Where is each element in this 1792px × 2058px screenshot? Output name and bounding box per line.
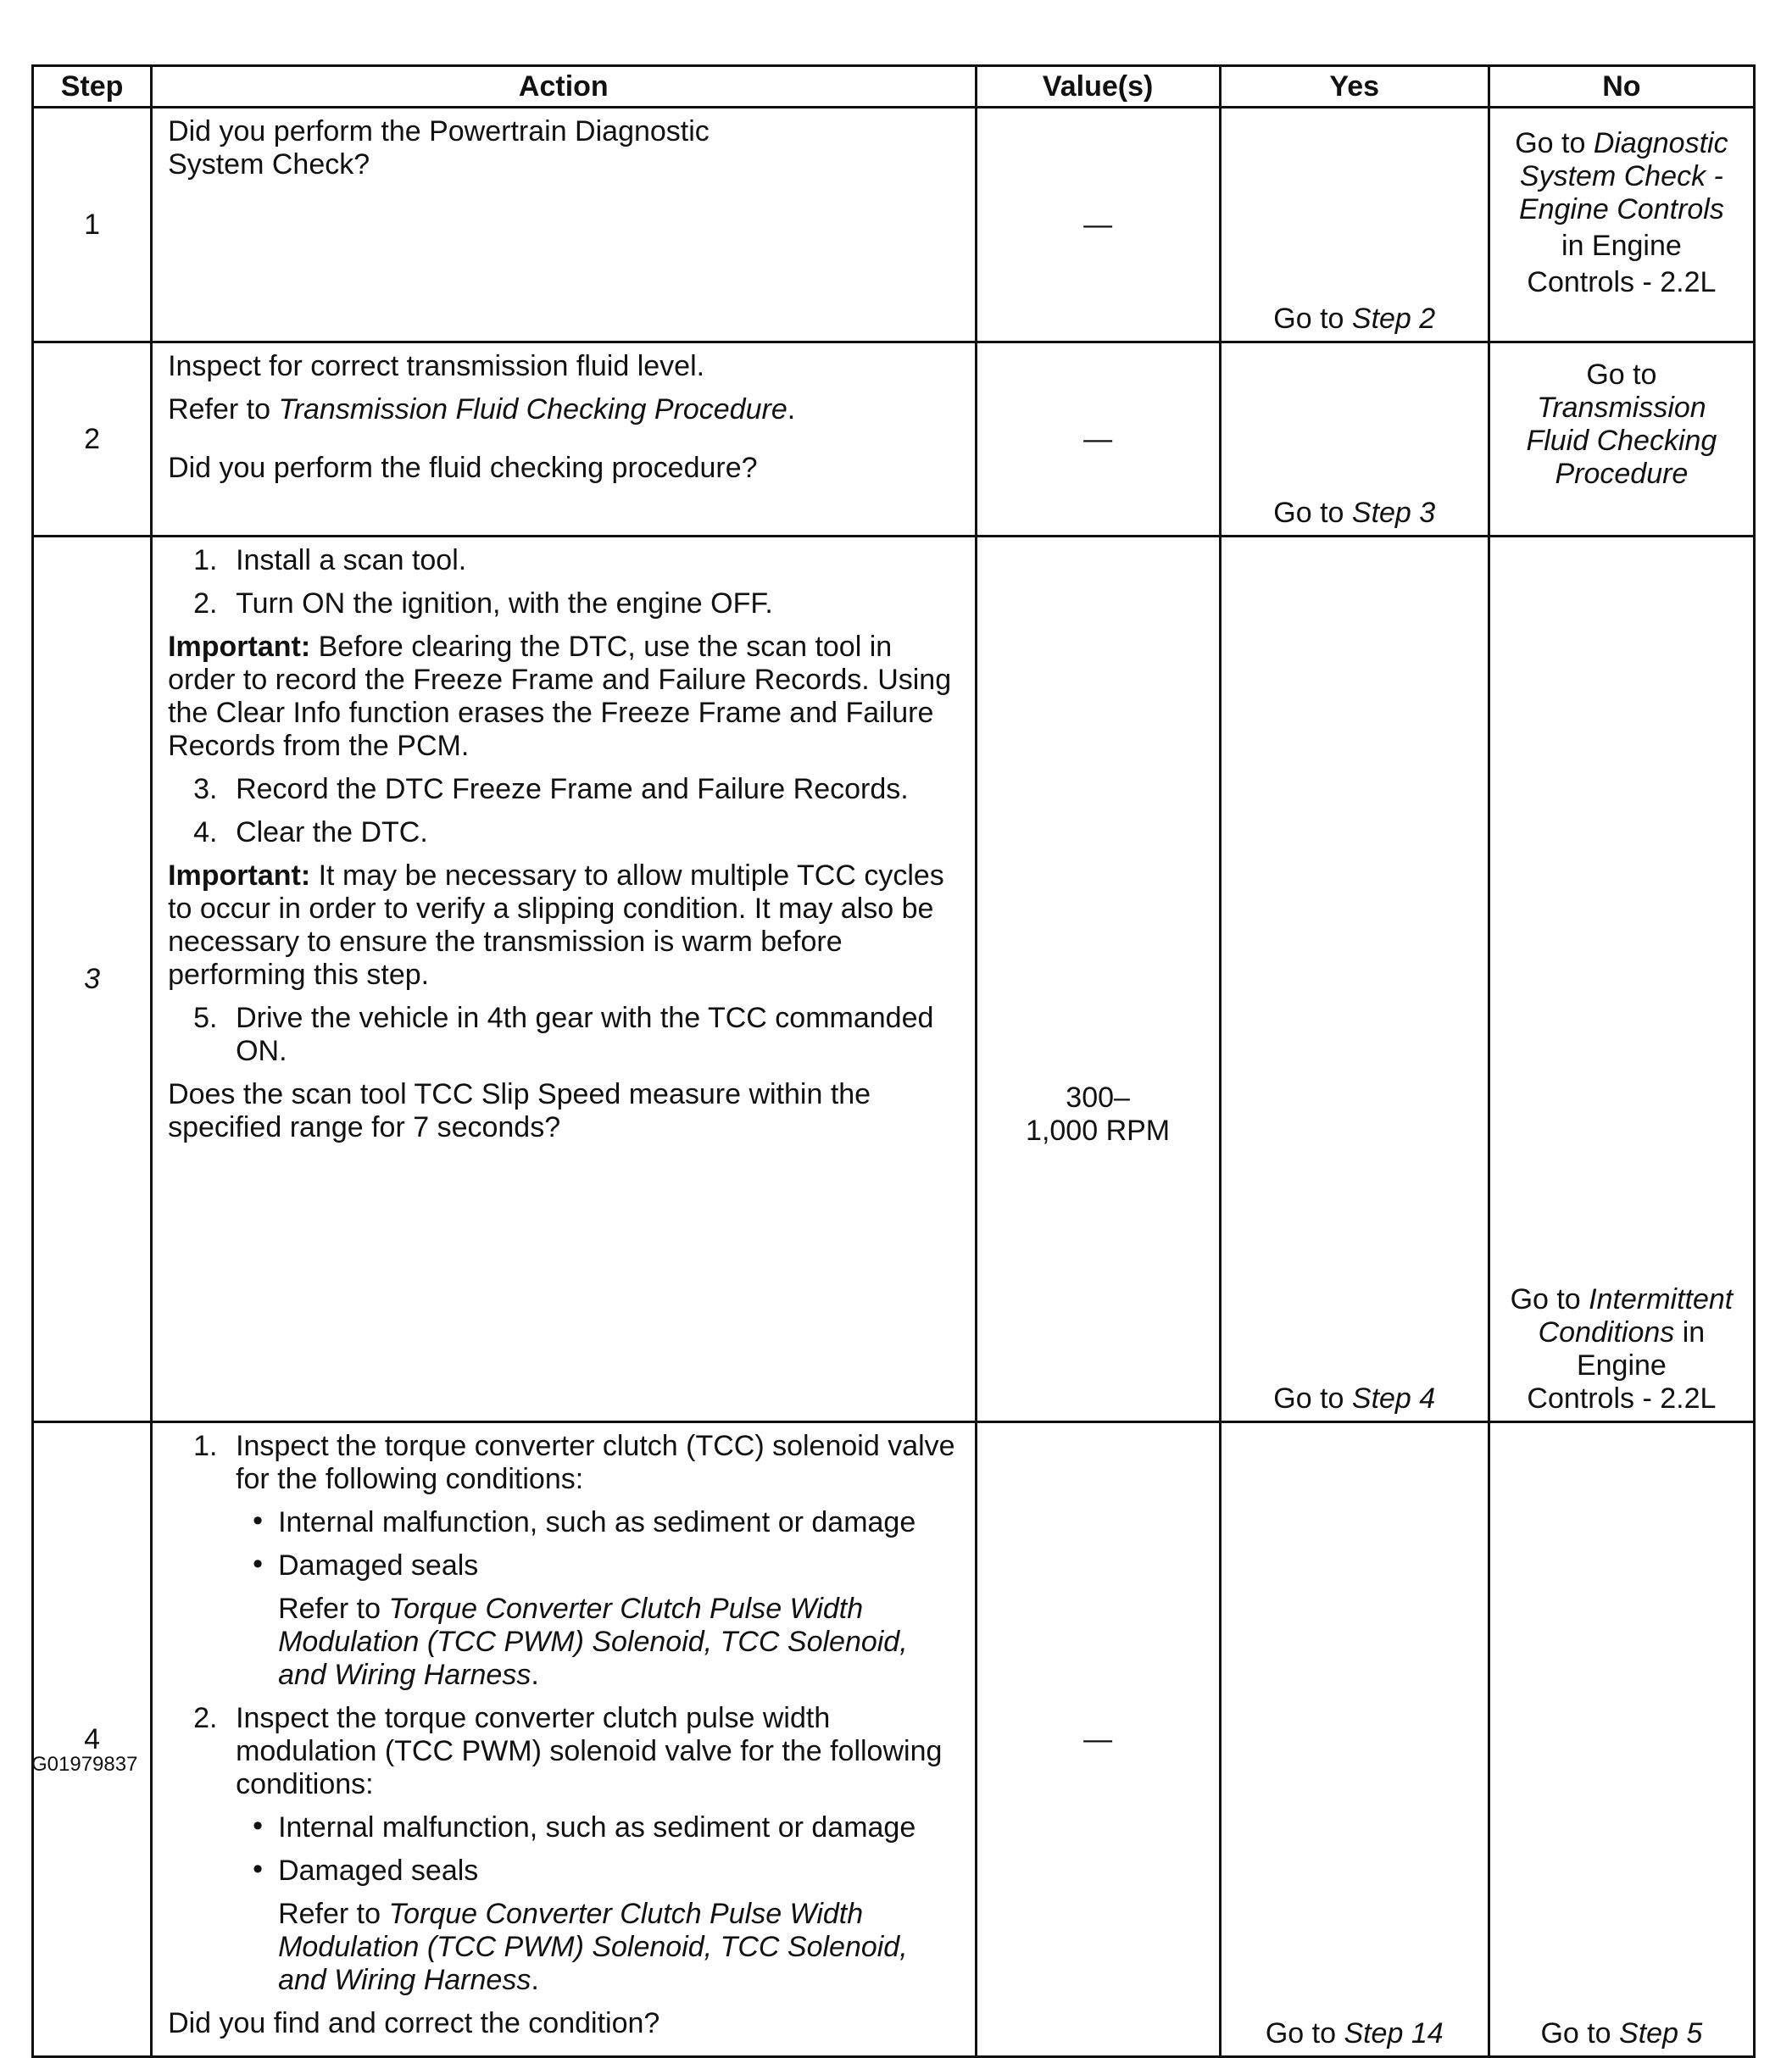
list-number: 2. — [193, 1702, 218, 1734]
list-number: 3. — [193, 773, 218, 805]
header-no: No — [1489, 66, 1754, 108]
list-item: Drive the vehicle in 4th gear with the TCC commanded ON. — [236, 1002, 934, 1067]
refer-suffix: . — [787, 393, 796, 426]
figure-id: G01979837 — [31, 1753, 138, 1776]
bullet-icon: • — [253, 1548, 263, 1580]
header-row — [33, 66, 1755, 108]
refer-suffix: . — [531, 1659, 539, 1691]
list-item: Clear the DTC. — [236, 816, 428, 848]
bullet-icon: • — [253, 1810, 263, 1842]
header-step: Step — [33, 66, 152, 108]
no-link[interactable]: Fluid Checking — [1526, 425, 1717, 457]
action-question: Does the scan tool TCC Slip Speed measure within the specified range for 7 seconds? — [168, 1078, 871, 1143]
bullet-item: Internal malfunction, such as sediment or damage — [278, 1506, 916, 1538]
action-question: Did you find and correct the condition? — [168, 2007, 660, 2039]
action-question: Did you perform the fluid checking procedure? — [168, 452, 758, 484]
no-link[interactable]: Procedure — [1555, 458, 1689, 490]
yes-prefix: Go to — [1273, 497, 1352, 529]
yes-cell — [1220, 342, 1489, 537]
list-number: 4. — [193, 816, 218, 848]
refer-prefix: Refer to — [278, 1898, 389, 1930]
refer-suffix: . — [531, 1964, 539, 1996]
important-text: It may be necessary to allow multiple TCC cycles to occur in order to verify a slipping condition. It may also be necessary to ensure the transmission is warm before performing this step. — [168, 859, 944, 991]
refer-link[interactable]: Torque Converter Clutch Pulse Width Modulation (TCC PWM) Solenoid, TCC Solenoid, and Wiring Harness — [278, 1593, 908, 1691]
no-cell — [1489, 108, 1754, 342]
no-prefix: Go to — [1540, 2017, 1620, 2050]
no-cell — [1489, 1422, 1754, 2057]
bullet-icon: • — [253, 1853, 263, 1885]
value-cell — [976, 537, 1220, 1422]
no-suffix: Controls - 2.2L — [1527, 1382, 1717, 1415]
bullet-item: Internal malfunction, such as sediment or damage — [278, 1811, 916, 1844]
value-text: 1,000 RPM — [1026, 1115, 1171, 1147]
list-number: 1. — [193, 1430, 218, 1462]
list-item: Inspect the torque converter clutch pulse width modulation (TCC PWM) solenoid valve for the following conditions: — [236, 1702, 943, 1800]
action-cell — [152, 108, 976, 342]
no-link[interactable]: Intermittent — [1589, 1283, 1734, 1315]
no-suffix: in — [1674, 1316, 1706, 1349]
action-cell — [152, 342, 976, 537]
list-item: Install a scan tool. — [236, 544, 467, 576]
no-link[interactable]: Engine Controls — [1518, 193, 1724, 225]
header-values: Value(s) — [976, 66, 1220, 108]
no-suffix: Controls - 2.2L — [1527, 266, 1717, 298]
yes-link[interactable]: Step 2 — [1351, 303, 1436, 335]
important-text: Before clearing the DTC, use the scan tool in order to record the Freeze Frame and Failure Records. Using the Clear Info function erases the Freeze Frame and Failure Records from the PCM. — [168, 631, 952, 762]
table-row — [33, 108, 1755, 342]
bullet-item: Damaged seals — [278, 1549, 479, 1582]
no-suffix: Engine — [1576, 1349, 1667, 1382]
action-text: System Check? — [168, 148, 370, 181]
diagnostic-table — [31, 64, 1756, 2058]
yes-prefix: Go to — [1273, 303, 1352, 335]
no-prefix: Go to — [1515, 127, 1594, 159]
yes-cell — [1220, 108, 1489, 342]
bullet-item: Damaged seals — [278, 1855, 479, 1887]
list-item: Turn ON the ignition, with the engine OFF. — [236, 587, 773, 620]
list-item: Record the DTC Freeze Frame and Failure Records. — [236, 773, 909, 805]
no-suffix: in Engine — [1561, 230, 1682, 262]
header-yes: Yes — [1220, 66, 1489, 108]
action-text: Did you perform the Powertrain Diagnostic — [168, 115, 710, 147]
no-cell — [1489, 342, 1754, 537]
table-row — [33, 342, 1755, 537]
no-link[interactable]: Conditions — [1538, 1316, 1675, 1349]
yes-prefix: Go to — [1273, 1382, 1352, 1415]
list-number: 5. — [193, 1002, 218, 1034]
bullet-icon: • — [253, 1505, 263, 1537]
step-number: 1 — [33, 108, 152, 342]
yes-link[interactable]: Step 14 — [1344, 2017, 1444, 2050]
step-number: 2 — [33, 342, 152, 537]
refer-prefix: Refer to — [278, 1593, 389, 1625]
refer-prefix: Refer to — [168, 393, 279, 426]
value-cell: — — [976, 342, 1220, 537]
value-cell: — — [976, 108, 1220, 342]
no-link[interactable]: Diagnostic — [1593, 127, 1728, 159]
step-number-text: 3 — [84, 962, 100, 995]
step-number — [33, 537, 152, 1422]
no-link[interactable]: Step 5 — [1619, 2017, 1703, 2050]
important-label: Important: — [168, 859, 311, 892]
yes-cell — [1220, 537, 1489, 1422]
table-row — [33, 1422, 1755, 2057]
list-item: Inspect the torque converter clutch (TCC) solenoid valve for the following conditions: — [236, 1430, 955, 1495]
value-text: 300– — [1066, 1082, 1130, 1114]
no-link[interactable]: Transmission — [1537, 392, 1706, 424]
no-link[interactable]: System Check - — [1519, 160, 1723, 192]
yes-link[interactable]: Step 3 — [1351, 497, 1436, 529]
yes-link[interactable]: Step 4 — [1351, 1382, 1436, 1415]
yes-cell — [1220, 1422, 1489, 2057]
action-cell — [152, 537, 976, 1422]
list-number: 2. — [193, 587, 218, 620]
header-action: Action — [152, 66, 976, 108]
refer-link[interactable]: Torque Converter Clutch Pulse Width Modulation (TCC PWM) Solenoid, TCC Solenoid, and Wiring Harness — [278, 1898, 908, 1996]
list-number: 1. — [193, 544, 218, 576]
yes-prefix: Go to — [1265, 2017, 1344, 2050]
important-label: Important: — [168, 631, 311, 663]
step-number: 4 — [33, 1422, 152, 2057]
no-prefix: Go to — [1586, 359, 1657, 391]
action-cell — [152, 1422, 976, 2057]
value-cell: — — [976, 1422, 1220, 2057]
action-text: Inspect for correct transmission fluid level. — [168, 350, 705, 382]
table-row — [33, 537, 1755, 1422]
refer-link[interactable]: Transmission Fluid Checking Procedure — [278, 393, 787, 426]
no-cell — [1489, 537, 1754, 1422]
no-prefix: Go to — [1510, 1283, 1589, 1315]
